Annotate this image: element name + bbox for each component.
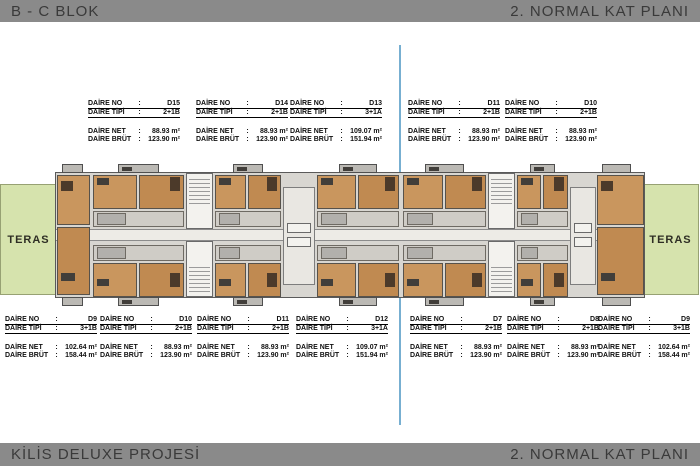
row-colon: : <box>55 325 58 332</box>
terrace-left-label: TERAS <box>7 233 50 246</box>
footer-bar <box>0 443 700 466</box>
table-row <box>598 325 690 334</box>
stair-steps <box>491 179 512 205</box>
stair-steps <box>189 267 210 293</box>
room <box>57 227 90 295</box>
bathroom <box>321 247 347 259</box>
row-label: DAİRE NET <box>88 128 126 135</box>
furniture <box>97 279 109 286</box>
row-value: D11 <box>487 100 500 107</box>
table-row <box>505 136 597 144</box>
row-value: D8 <box>590 316 599 323</box>
row-value: 123.90 m² <box>468 136 500 143</box>
row-label: DAİRE NO <box>197 316 232 323</box>
table-row <box>408 128 500 136</box>
row-label: DAİRE TİPİ <box>196 109 233 116</box>
furniture <box>219 178 231 185</box>
elevator <box>574 237 592 247</box>
unit-info-table <box>196 100 288 144</box>
elevator <box>287 237 311 247</box>
row-label: DAİRE NO <box>505 100 540 107</box>
row-value: 123.90 m² <box>567 352 599 359</box>
row-label: DAİRE BRÜT <box>88 136 132 143</box>
bathroom <box>407 247 433 259</box>
unit-info-table <box>5 316 97 360</box>
row-value: 2+1B <box>483 109 500 116</box>
furniture <box>407 178 419 185</box>
row-value: 109.07 m² <box>350 128 382 135</box>
row-value: 2+1B <box>485 325 502 332</box>
row-colon: : <box>246 109 249 116</box>
row-value: 88.93 m² <box>259 128 288 135</box>
table-row <box>296 325 388 334</box>
row-colon: : <box>340 136 343 143</box>
row-value: 123.90 m² <box>160 352 192 359</box>
furniture <box>343 300 353 304</box>
row-colon: : <box>150 344 153 351</box>
unit-info-table <box>88 100 180 144</box>
unit-info-table <box>598 316 690 360</box>
row-colon: : <box>55 344 58 351</box>
bathroom <box>97 247 126 259</box>
row-value: 3+1A <box>371 325 388 332</box>
furniture <box>237 300 247 304</box>
table-row <box>507 344 599 352</box>
row-value: 102.64 m² <box>658 344 690 351</box>
table-row <box>290 128 382 136</box>
room <box>597 227 644 295</box>
table-row <box>88 100 180 109</box>
row-value: D15 <box>167 100 180 107</box>
row-value: D10 <box>179 316 192 323</box>
table-row <box>410 316 502 325</box>
furniture <box>534 300 544 304</box>
row-label: DAİRE NET <box>196 128 234 135</box>
row-label: DAİRE NET <box>505 128 543 135</box>
row-colon: : <box>555 109 558 116</box>
balcony <box>233 164 264 173</box>
table-gap <box>505 118 597 128</box>
table-row <box>507 316 599 325</box>
row-value: 88.93 m² <box>260 344 289 351</box>
table-gap <box>408 118 500 128</box>
table-gap <box>290 118 382 128</box>
row-label: DAİRE NO <box>296 316 331 323</box>
furniture <box>61 273 75 281</box>
unit-info-table <box>505 100 597 144</box>
row-label: DAİRE BRÜT <box>5 352 49 359</box>
unit-info-table <box>410 316 502 360</box>
furniture <box>554 177 564 191</box>
terrace-right-label: TERAS <box>649 233 692 246</box>
balcony <box>425 297 463 306</box>
header-bar <box>0 0 700 22</box>
table-row <box>290 109 382 118</box>
row-value: 2+1B <box>163 109 180 116</box>
row-label: DAİRE BRÜT <box>290 136 334 143</box>
row-colon: : <box>648 316 651 323</box>
row-label: DAİRE TİPİ <box>88 109 125 116</box>
row-value: 123.90 m² <box>257 352 289 359</box>
row-label: DAİRE BRÜT <box>598 352 642 359</box>
bathroom <box>97 213 126 225</box>
table-row <box>507 325 599 334</box>
row-label: DAİRE NO <box>598 316 633 323</box>
table-gap <box>507 334 599 344</box>
furniture <box>472 273 482 287</box>
row-label: DAİRE NET <box>5 344 43 351</box>
row-colon: : <box>346 344 349 351</box>
row-label: DAİRE TİPİ <box>296 325 333 332</box>
row-colon: : <box>340 128 343 135</box>
row-label: DAİRE NET <box>507 344 545 351</box>
table-gap <box>196 118 288 128</box>
table-row <box>598 344 690 352</box>
table-row <box>598 316 690 325</box>
balcony <box>530 297 554 306</box>
furniture <box>61 181 73 191</box>
balcony <box>339 297 377 306</box>
bathroom <box>407 213 433 225</box>
row-label: DAİRE TİPİ <box>197 325 234 332</box>
entrance-lobby <box>283 187 315 285</box>
table-row <box>5 316 97 325</box>
row-label: DAİRE NO <box>290 100 325 107</box>
furniture <box>321 279 333 286</box>
table-row <box>505 128 597 136</box>
entrance-lobby <box>570 187 596 285</box>
row-label: DAİRE NET <box>296 344 334 351</box>
row-value: 2+1B <box>580 109 597 116</box>
table-row <box>196 136 288 144</box>
row-label: DAİRE TİPİ <box>290 109 327 116</box>
row-colon: : <box>340 100 343 107</box>
balcony <box>62 164 83 173</box>
row-label: DAİRE NO <box>410 316 445 323</box>
table-row <box>88 109 180 118</box>
row-colon: : <box>555 100 558 107</box>
row-label: DAİRE NET <box>290 128 328 135</box>
table-row <box>296 344 388 352</box>
furniture <box>321 178 333 185</box>
row-colon: : <box>648 352 651 359</box>
row-value: 88.93 m² <box>163 344 192 351</box>
table-row <box>100 325 192 334</box>
row-value: 88.93 m² <box>151 128 180 135</box>
terrace-right <box>642 184 699 295</box>
row-label: DAİRE TİPİ <box>5 325 42 332</box>
row-value: D10 <box>584 100 597 107</box>
table-row <box>5 352 97 360</box>
row-value: D13 <box>369 100 382 107</box>
row-colon: : <box>246 136 249 143</box>
table-gap <box>197 334 289 344</box>
furniture <box>97 178 109 185</box>
row-value: D11 <box>276 316 289 323</box>
row-label: DAİRE TİPİ <box>410 325 447 332</box>
row-value: 2+1B <box>175 325 192 332</box>
row-value: 88.93 m² <box>568 128 597 135</box>
table-row <box>197 325 289 334</box>
furniture <box>429 167 439 171</box>
row-label: DAİRE TİPİ <box>505 109 542 116</box>
table-row <box>197 352 289 360</box>
row-value: D7 <box>493 316 502 323</box>
table-row <box>598 352 690 360</box>
balcony <box>530 164 554 173</box>
row-colon: : <box>460 352 463 359</box>
table-row <box>410 352 502 360</box>
row-label: DAİRE TİPİ <box>598 325 635 332</box>
furniture <box>122 300 132 304</box>
row-colon: : <box>247 325 250 332</box>
table-row <box>100 352 192 360</box>
row-value: 123.90 m² <box>256 136 288 143</box>
furniture <box>472 177 482 191</box>
row-colon: : <box>150 325 153 332</box>
furniture <box>170 177 180 191</box>
furniture <box>267 273 277 287</box>
central-corridor <box>56 229 644 241</box>
row-label: DAİRE BRÜT <box>408 136 452 143</box>
row-value: 102.64 m² <box>65 344 97 351</box>
row-colon: : <box>246 100 249 107</box>
furniture <box>601 181 613 191</box>
row-value: 123.90 m² <box>565 136 597 143</box>
table-row <box>505 109 597 118</box>
row-label: DAİRE NET <box>598 344 636 351</box>
row-label: DAİRE BRÜT <box>100 352 144 359</box>
row-value: 2+1B <box>582 325 599 332</box>
row-label: DAİRE TİPİ <box>100 325 137 332</box>
row-colon: : <box>55 352 58 359</box>
row-value: D14 <box>275 100 288 107</box>
table-gap <box>598 334 690 344</box>
table-row <box>196 109 288 118</box>
row-value: D12 <box>375 316 388 323</box>
bathroom <box>219 247 240 259</box>
furniture <box>122 167 132 171</box>
furniture <box>407 279 419 286</box>
row-value: 123.90 m² <box>148 136 180 143</box>
stair-steps <box>491 267 512 293</box>
table-row <box>296 352 388 360</box>
row-colon: : <box>460 316 463 323</box>
project-title: KİLİS DELUXE PROJESİ <box>11 446 201 463</box>
table-row <box>196 128 288 136</box>
terrace-left <box>0 184 57 295</box>
furniture <box>521 178 533 185</box>
table-row <box>5 344 97 352</box>
row-colon: : <box>247 352 250 359</box>
footer-floor-title: 2. NORMAL KAT PLANI <box>510 446 689 463</box>
row-value: 151.94 m² <box>356 352 388 359</box>
row-value: D9 <box>88 316 97 323</box>
row-colon: : <box>458 128 461 135</box>
row-value: 88.93 m² <box>473 344 502 351</box>
table-row <box>507 352 599 360</box>
balcony <box>602 297 631 306</box>
row-colon: : <box>138 100 141 107</box>
table-gap <box>410 334 502 344</box>
furniture <box>601 273 615 281</box>
table-gap <box>296 334 388 344</box>
furniture <box>534 167 544 171</box>
row-value: D9 <box>681 316 690 323</box>
table-row <box>100 316 192 325</box>
table-row <box>408 109 500 118</box>
row-label: DAİRE NET <box>100 344 138 351</box>
row-colon: : <box>648 344 651 351</box>
furniture <box>521 279 533 286</box>
table-gap <box>5 334 97 344</box>
furniture <box>343 167 353 171</box>
row-colon: : <box>555 128 558 135</box>
row-label: DAİRE NO <box>100 316 135 323</box>
floor-title: 2. NORMAL KAT PLANI <box>510 2 689 20</box>
row-label: DAİRE NO <box>408 100 443 107</box>
row-colon: : <box>458 109 461 116</box>
row-colon: : <box>460 325 463 332</box>
row-value: 3+1B <box>673 325 690 332</box>
row-colon: : <box>557 325 560 332</box>
furniture <box>237 167 247 171</box>
row-label: DAİRE NO <box>196 100 231 107</box>
furniture <box>219 279 231 286</box>
elevator <box>287 223 311 233</box>
table-row <box>408 100 500 109</box>
table-row <box>408 136 500 144</box>
row-label: DAİRE TİPİ <box>507 325 544 332</box>
balcony <box>339 164 377 173</box>
row-colon: : <box>458 100 461 107</box>
row-colon: : <box>246 128 249 135</box>
bathroom <box>521 247 538 259</box>
table-row <box>196 100 288 109</box>
unit-info-table <box>197 316 289 360</box>
row-value: 3+1B <box>80 325 97 332</box>
unit-info-table <box>296 316 388 360</box>
row-value: 151.94 m² <box>350 136 382 143</box>
row-colon: : <box>150 316 153 323</box>
row-label: DAİRE TİPİ <box>408 109 445 116</box>
elevator <box>574 223 592 233</box>
table-row <box>197 316 289 325</box>
row-value: 88.93 m² <box>570 344 599 351</box>
row-colon: : <box>138 109 141 116</box>
balcony <box>233 297 264 306</box>
row-colon: : <box>55 316 58 323</box>
block-title: B - C BLOK <box>11 2 100 20</box>
table-gap <box>100 334 192 344</box>
row-colon: : <box>555 136 558 143</box>
table-row <box>296 316 388 325</box>
table-row <box>410 344 502 352</box>
furniture <box>170 273 180 287</box>
balcony <box>62 297 83 306</box>
row-value: 109.07 m² <box>356 344 388 351</box>
row-colon: : <box>247 316 250 323</box>
bathroom <box>321 213 347 225</box>
row-colon: : <box>340 109 343 116</box>
row-value: 123.90 m² <box>470 352 502 359</box>
row-colon: : <box>557 352 560 359</box>
row-colon: : <box>458 136 461 143</box>
balcony <box>118 164 160 173</box>
row-value: 3+1A <box>365 109 382 116</box>
row-colon: : <box>247 344 250 351</box>
row-colon: : <box>346 316 349 323</box>
table-row <box>290 136 382 144</box>
row-colon: : <box>346 325 349 332</box>
row-label: DAİRE BRÜT <box>410 352 454 359</box>
furniture <box>385 177 395 191</box>
table-row <box>290 100 382 109</box>
row-value: 158.44 m² <box>65 352 97 359</box>
row-label: DAİRE NO <box>507 316 542 323</box>
balcony <box>118 297 160 306</box>
row-colon: : <box>648 325 651 332</box>
furniture <box>385 273 395 287</box>
row-colon: : <box>557 316 560 323</box>
balcony <box>425 164 463 173</box>
balcony <box>602 164 631 173</box>
row-label: DAİRE BRÜT <box>197 352 241 359</box>
row-colon: : <box>150 352 153 359</box>
row-label: DAİRE BRÜT <box>196 136 240 143</box>
furniture <box>554 273 564 287</box>
row-label: DAİRE NET <box>197 344 235 351</box>
floor-plan <box>55 172 645 298</box>
unit-info-table <box>100 316 192 360</box>
row-label: DAİRE NET <box>408 128 446 135</box>
bathroom <box>219 213 240 225</box>
row-label: DAİRE NET <box>410 344 448 351</box>
furniture <box>267 177 277 191</box>
unit-info-table <box>408 100 500 144</box>
row-value: 88.93 m² <box>471 128 500 135</box>
unit-info-table <box>507 316 599 360</box>
row-value: 2+1B <box>272 325 289 332</box>
row-colon: : <box>346 352 349 359</box>
table-row <box>197 344 289 352</box>
table-row <box>88 128 180 136</box>
row-label: DAİRE NO <box>5 316 40 323</box>
table-gap <box>88 118 180 128</box>
table-row <box>5 325 97 334</box>
row-colon: : <box>138 136 141 143</box>
bathroom <box>521 213 538 225</box>
row-label: DAİRE BRÜT <box>507 352 551 359</box>
row-colon: : <box>557 344 560 351</box>
row-value: 2+1B <box>271 109 288 116</box>
row-colon: : <box>460 344 463 351</box>
row-label: DAİRE BRÜT <box>505 136 549 143</box>
unit-info-table <box>290 100 382 144</box>
row-colon: : <box>138 128 141 135</box>
table-row <box>505 100 597 109</box>
table-row <box>100 344 192 352</box>
table-row <box>88 136 180 144</box>
stair-steps <box>189 179 210 205</box>
row-label: DAİRE NO <box>88 100 123 107</box>
row-label: DAİRE BRÜT <box>296 352 340 359</box>
row-value: 158.44 m² <box>658 352 690 359</box>
table-row <box>410 325 502 334</box>
furniture <box>429 300 439 304</box>
